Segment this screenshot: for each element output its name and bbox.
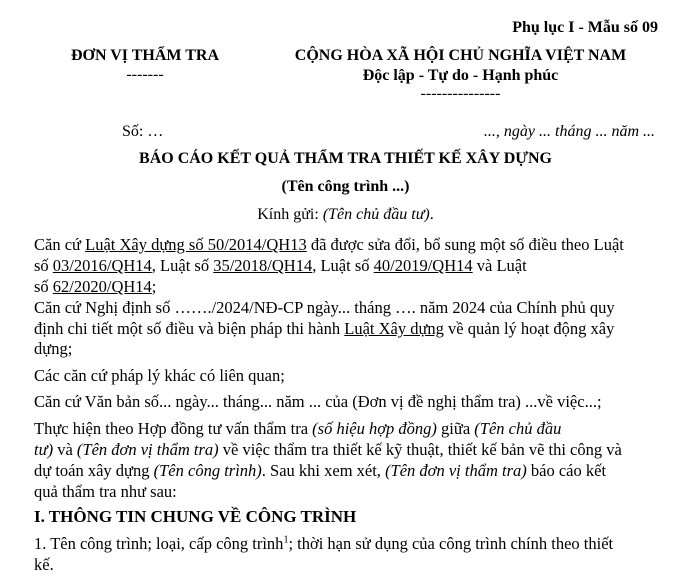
law-link[interactable]: Luật Xây dựng số 50/2014/QH13	[85, 235, 307, 254]
law-link[interactable]: 62/2020/QH14	[52, 277, 152, 296]
appendix-label: Phụ lục I - Mẫu số 09	[512, 19, 658, 36]
legal-basis-2-line-1: Căn cứ Nghị định số ……./2024/NĐ-CP ngày... tháng …. năm 2024 của Chính phủ quy	[34, 298, 615, 317]
legal-basis-1-line-3: số 62/2020/QH14;	[34, 277, 157, 296]
motto-divider: ---------------	[420, 85, 501, 102]
contract-para-line-3: dự toán xây dựng (Tên công trình). Sau khi xem xét, (Tên đơn vị thẩm tra) báo cáo kết	[34, 461, 607, 480]
report-title: BÁO CÁO KẾT QUẢ THẨM TRA THIẾT KẾ XÂY DỰNG	[139, 150, 552, 167]
project-name: (Tên công trình ...)	[281, 178, 410, 195]
other-legal-basis: Các căn cứ pháp lý khác có liên quan;	[34, 366, 285, 385]
country-name: CỘNG HÒA XÃ HỘI CHỦ NGHĨA VIỆT NAM	[294, 47, 627, 64]
recipient-label: Kính gửi:	[257, 206, 323, 223]
contract-para-line-2: tư) và (Tên đơn vị thẩm tra) về việc thẩm tra thiết kế kỹ thuật, thiết kế bản vẽ thi công và	[34, 440, 622, 459]
document-number: Số: …	[122, 123, 164, 140]
legal-basis-2-line-3: dựng;	[34, 339, 73, 358]
section-heading: I. THÔNG TIN CHUNG VỀ CÔNG TRÌNH	[34, 507, 357, 526]
law-link[interactable]: Luật Xây dựng	[344, 319, 444, 338]
contract-para-line-1: Thực hiện theo Hợp đồng tư vấn thẩm tra (số hiệu hợp đồng) giữa (Tên chủ đầu	[34, 419, 562, 438]
law-link[interactable]: 35/2018/QH14	[213, 256, 313, 275]
recipient-line	[0, 206, 691, 224]
item-1-line-1: 1. Tên công trình; loại, cấp công trình$^1$; thời hạn sử dụng của công trình chính theo thiết	[34, 534, 614, 553]
legal-basis-1-line-1: Căn cứ Luật Xây dựng số 50/2014/QH13 đã được sửa đổi, bổ sung một số điều theo Luật	[34, 235, 624, 254]
item-1-line-2: kế.	[34, 555, 54, 574]
recipient-end: .	[429, 206, 434, 223]
recipient-value: (Tên chủ đầu tư)	[322, 206, 430, 223]
document-date: ..., ngày ... tháng ... năm ...	[483, 123, 655, 140]
footnote-ref[interactable]: 1	[283, 534, 289, 546]
request-document-basis: Căn cứ Văn bản số... ngày... tháng... năm ... của (Đơn vị đề nghị thẩm tra) ...về việc...;	[34, 392, 602, 411]
law-link[interactable]: 03/2016/QH14	[52, 256, 152, 275]
national-motto: Độc lập - Tự do - Hạnh phúc	[362, 67, 559, 84]
org-divider: -------	[126, 66, 164, 83]
law-link[interactable]: 40/2019/QH14	[373, 256, 473, 275]
contract-para-line-4: quả thẩm tra như sau:	[34, 482, 177, 501]
legal-basis-2-line-2: định chi tiết một số điều và biện pháp thi hành Luật Xây dựng về quản lý hoạt động xây	[34, 319, 615, 338]
legal-basis-1-line-2: số 03/2016/QH14, Luật số 35/2018/QH14, Luật số 40/2019/QH14 và Luật	[34, 256, 527, 275]
issuing-org: ĐƠN VỊ THẨM TRA	[70, 47, 220, 64]
